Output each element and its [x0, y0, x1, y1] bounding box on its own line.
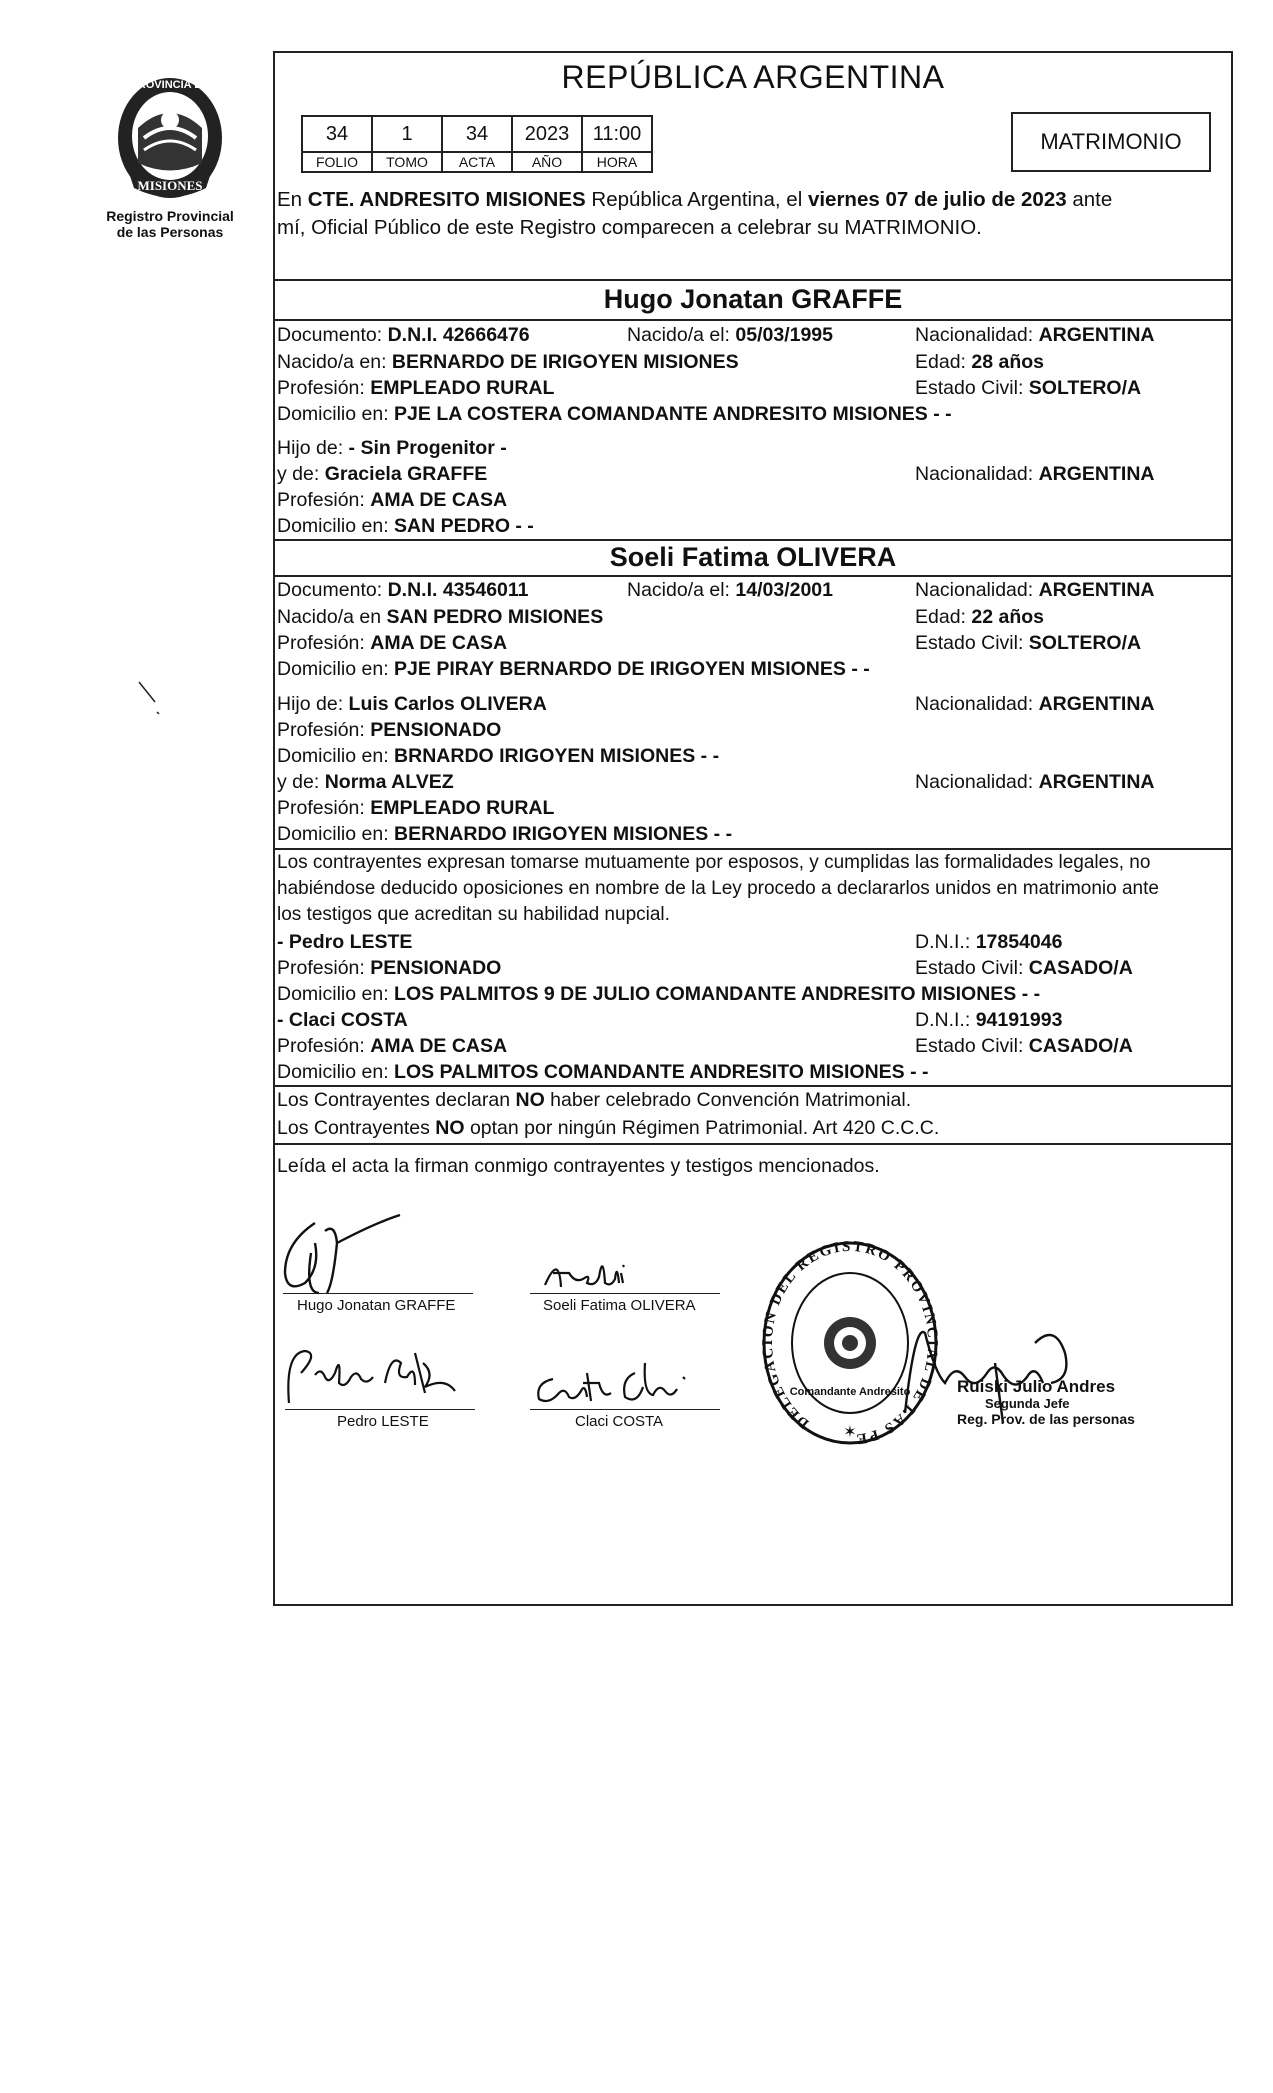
declaration-line2: habiéndose deducido oposiciones en nombre de la Ley procedo a declararlos unidos en matrimonio ante [277, 878, 1159, 899]
spouse2-birthdate: Nacido/a el: 14/03/2001 [627, 579, 834, 601]
logo-caption-line2: de las Personas [116, 224, 224, 240]
tomo-label: TOMO [372, 152, 442, 172]
signature-label-witness2: Claci COSTA [575, 1413, 664, 1430]
intro-line2: mí, Oficial Público de este Registro comparecen a celebrar su MATRIMONIO. [277, 216, 982, 239]
margin-mark-icon [135, 678, 165, 718]
spouse1-father: Hijo de: - Sin Progenitor - [277, 437, 507, 459]
acta-label: ACTA [442, 152, 512, 172]
spouse2-father-address: Domicilio en: BRNARDO IRIGOYEN MISIONES - - [277, 745, 720, 767]
year-value: 2023 [512, 116, 582, 152]
spouse2-birthplace: Nacido/a en SAN PEDRO MISIONES [277, 606, 604, 628]
spouse1-mother-nationality: Nacionalidad: ARGENTINA [915, 463, 1155, 485]
act-type-label: MATRIMONIO [1040, 129, 1182, 154]
spouse2-document: Documento: D.N.I. 43546011 [277, 579, 529, 601]
spouse1-birthdate: Nacido/a el: 05/03/1995 [627, 324, 834, 346]
spouse2-father: Hijo de: Luis Carlos OLIVERA [277, 693, 547, 715]
official-role: Segunda Jefe [985, 1396, 1070, 1411]
witness1-dni: D.N.I.: 17854046 [915, 931, 1063, 953]
spouse2-mother-nationality: Nacionalidad: ARGENTINA [915, 771, 1155, 793]
folio-value: 34 [302, 116, 372, 152]
misiones-seal-icon [100, 68, 240, 208]
tomo-value: 1 [372, 116, 442, 152]
regime-line1: Los Contrayentes declaran NO haber celebrado Convención Matrimonial. [277, 1089, 912, 1111]
svg-text:✶: ✶ [843, 1424, 857, 1441]
spouse2-age: Edad: 22 años [915, 606, 1045, 628]
act-meta-table [301, 115, 653, 173]
closing-text: Leída el acta la firman conmigo contrayentes y testigos mencionados. [277, 1155, 880, 1177]
time-label: HORA [582, 152, 652, 172]
spouse1-birthplace: Nacido/a en: BERNARDO DE IRIGOYEN MISIONES [277, 351, 739, 373]
spouse1-age: Edad: 28 años [915, 351, 1045, 373]
spouse2-address: Domicilio en: PJE PIRAY BERNARDO DE IRIGOYEN MISIONES - - [277, 658, 870, 680]
year-label: AÑO [512, 152, 582, 172]
signature-label-witness1: Pedro LESTE [337, 1413, 429, 1430]
spouse1-mother-profession: Profesión: AMA DE CASA [277, 489, 508, 511]
act-frame [273, 51, 1233, 1606]
witness2-profession: Profesión: AMA DE CASA [277, 1035, 508, 1057]
stamp-inner-text: Comandante Andresito [789, 1386, 911, 1398]
spouse1-name: Hugo Jonatan GRAFFE [603, 284, 903, 314]
intro-place: CTE. ANDRESITO MISIONES [307, 188, 586, 211]
spouse1-address: Domicilio en: PJE LA COSTERA COMANDANTE ANDRESITO MISIONES - - [277, 403, 952, 425]
spouse1-nationality: Nacionalidad: ARGENTINA [915, 324, 1155, 346]
witness1-address: Domicilio en: LOS PALMITOS 9 DE JULIO COMANDANTE ANDRESITO MISIONES - - [277, 983, 1041, 1005]
witness2-civil-status: Estado Civil: CASADO/A [915, 1035, 1133, 1057]
signature-label-spouse2: Soeli Fatima OLIVERA [543, 1297, 696, 1314]
witness2-name: - Claci COSTA [277, 1009, 408, 1031]
signature-label-spouse1: Hugo Jonatan GRAFFE [297, 1297, 456, 1314]
declaration-line3: los testigos que acreditan su habilidad nupcial. [277, 904, 670, 925]
witness1-name: - Pedro LESTE [277, 931, 413, 953]
spouse1-civil-status: Estado Civil: SOLTERO/A [915, 377, 1142, 399]
spouse2-father-profession: Profesión: PENSIONADO [277, 719, 502, 741]
seal-text-top: PROVINCIA DE [130, 79, 210, 91]
spouse2-mother: y de: Norma ALVEZ [277, 771, 454, 793]
registry-logo [100, 68, 240, 248]
intro-line1: En CTE. ANDRESITO MISIONES República Argentina, el viernes 07 de julio de 2023 ante [277, 188, 1113, 211]
stamp-ring-text: DELEGACION DEL REGISTRO PROVINCIAL DE LAS PERSONAS [753, 1223, 941, 1447]
logo-caption-line1: Registro Provincial [106, 208, 234, 224]
folio-label: FOLIO [302, 152, 372, 172]
spouse2-nationality: Nacionalidad: ARGENTINA [915, 579, 1155, 601]
intro-date: viernes 07 de julio de 2023 [807, 188, 1067, 211]
spouse2-name: Soeli Fatima OLIVERA [609, 542, 897, 572]
official-name: Ruiski Julio Andres [957, 1377, 1116, 1396]
witness1-civil-status: Estado Civil: CASADO/A [915, 957, 1133, 979]
spouse2-civil-status: Estado Civil: SOLTERO/A [915, 632, 1142, 654]
spouse1-mother-address: Domicilio en: SAN PEDRO - - [277, 515, 534, 537]
signature-witness2-scribble [525, 1343, 725, 1413]
spouse1-mother: y de: Graciela GRAFFE [277, 463, 488, 485]
witness1-profession: Profesión: PENSIONADO [277, 957, 502, 979]
signature-spouse1-scribble [275, 1213, 415, 1303]
spouse2-father-nationality: Nacionalidad: ARGENTINA [915, 693, 1155, 715]
spouse2-mother-profession: Profesión: EMPLEADO RURAL [277, 797, 555, 819]
page-title: REPÚBLICA ARGENTINA [561, 59, 945, 95]
time-value: 11:00 [582, 116, 652, 152]
official-office: Reg. Prov. de las personas [957, 1411, 1135, 1427]
declaration-line1: Los contrayentes expresan tomarse mutuamente por esposos, y cumplidas las formalidades legales, no [277, 852, 1151, 873]
spouse2-mother-address: Domicilio en: BERNARDO IRIGOYEN MISIONES - - [277, 823, 733, 845]
spouse2-profession: Profesión: AMA DE CASA [277, 632, 508, 654]
acta-value: 34 [442, 116, 512, 152]
spouse1-profession: Profesión: EMPLEADO RURAL [277, 377, 555, 399]
witness2-address: Domicilio en: LOS PALMITOS COMANDANTE ANDRESITO MISIONES - - [277, 1061, 929, 1083]
seal-text-bottom: MISIONES [137, 178, 203, 193]
witness2-dni: D.N.I.: 94191993 [915, 1009, 1063, 1031]
spouse1-document: Documento: D.N.I. 42666476 [277, 324, 530, 346]
regime-line2: Los Contrayentes NO optan por ningún Régimen Patrimonial. Art 420 C.C.C. [277, 1117, 940, 1139]
act-type-box [1011, 112, 1211, 172]
signature-witness1-scribble [275, 1333, 475, 1413]
signature-spouse2-scribble [535, 1243, 655, 1303]
